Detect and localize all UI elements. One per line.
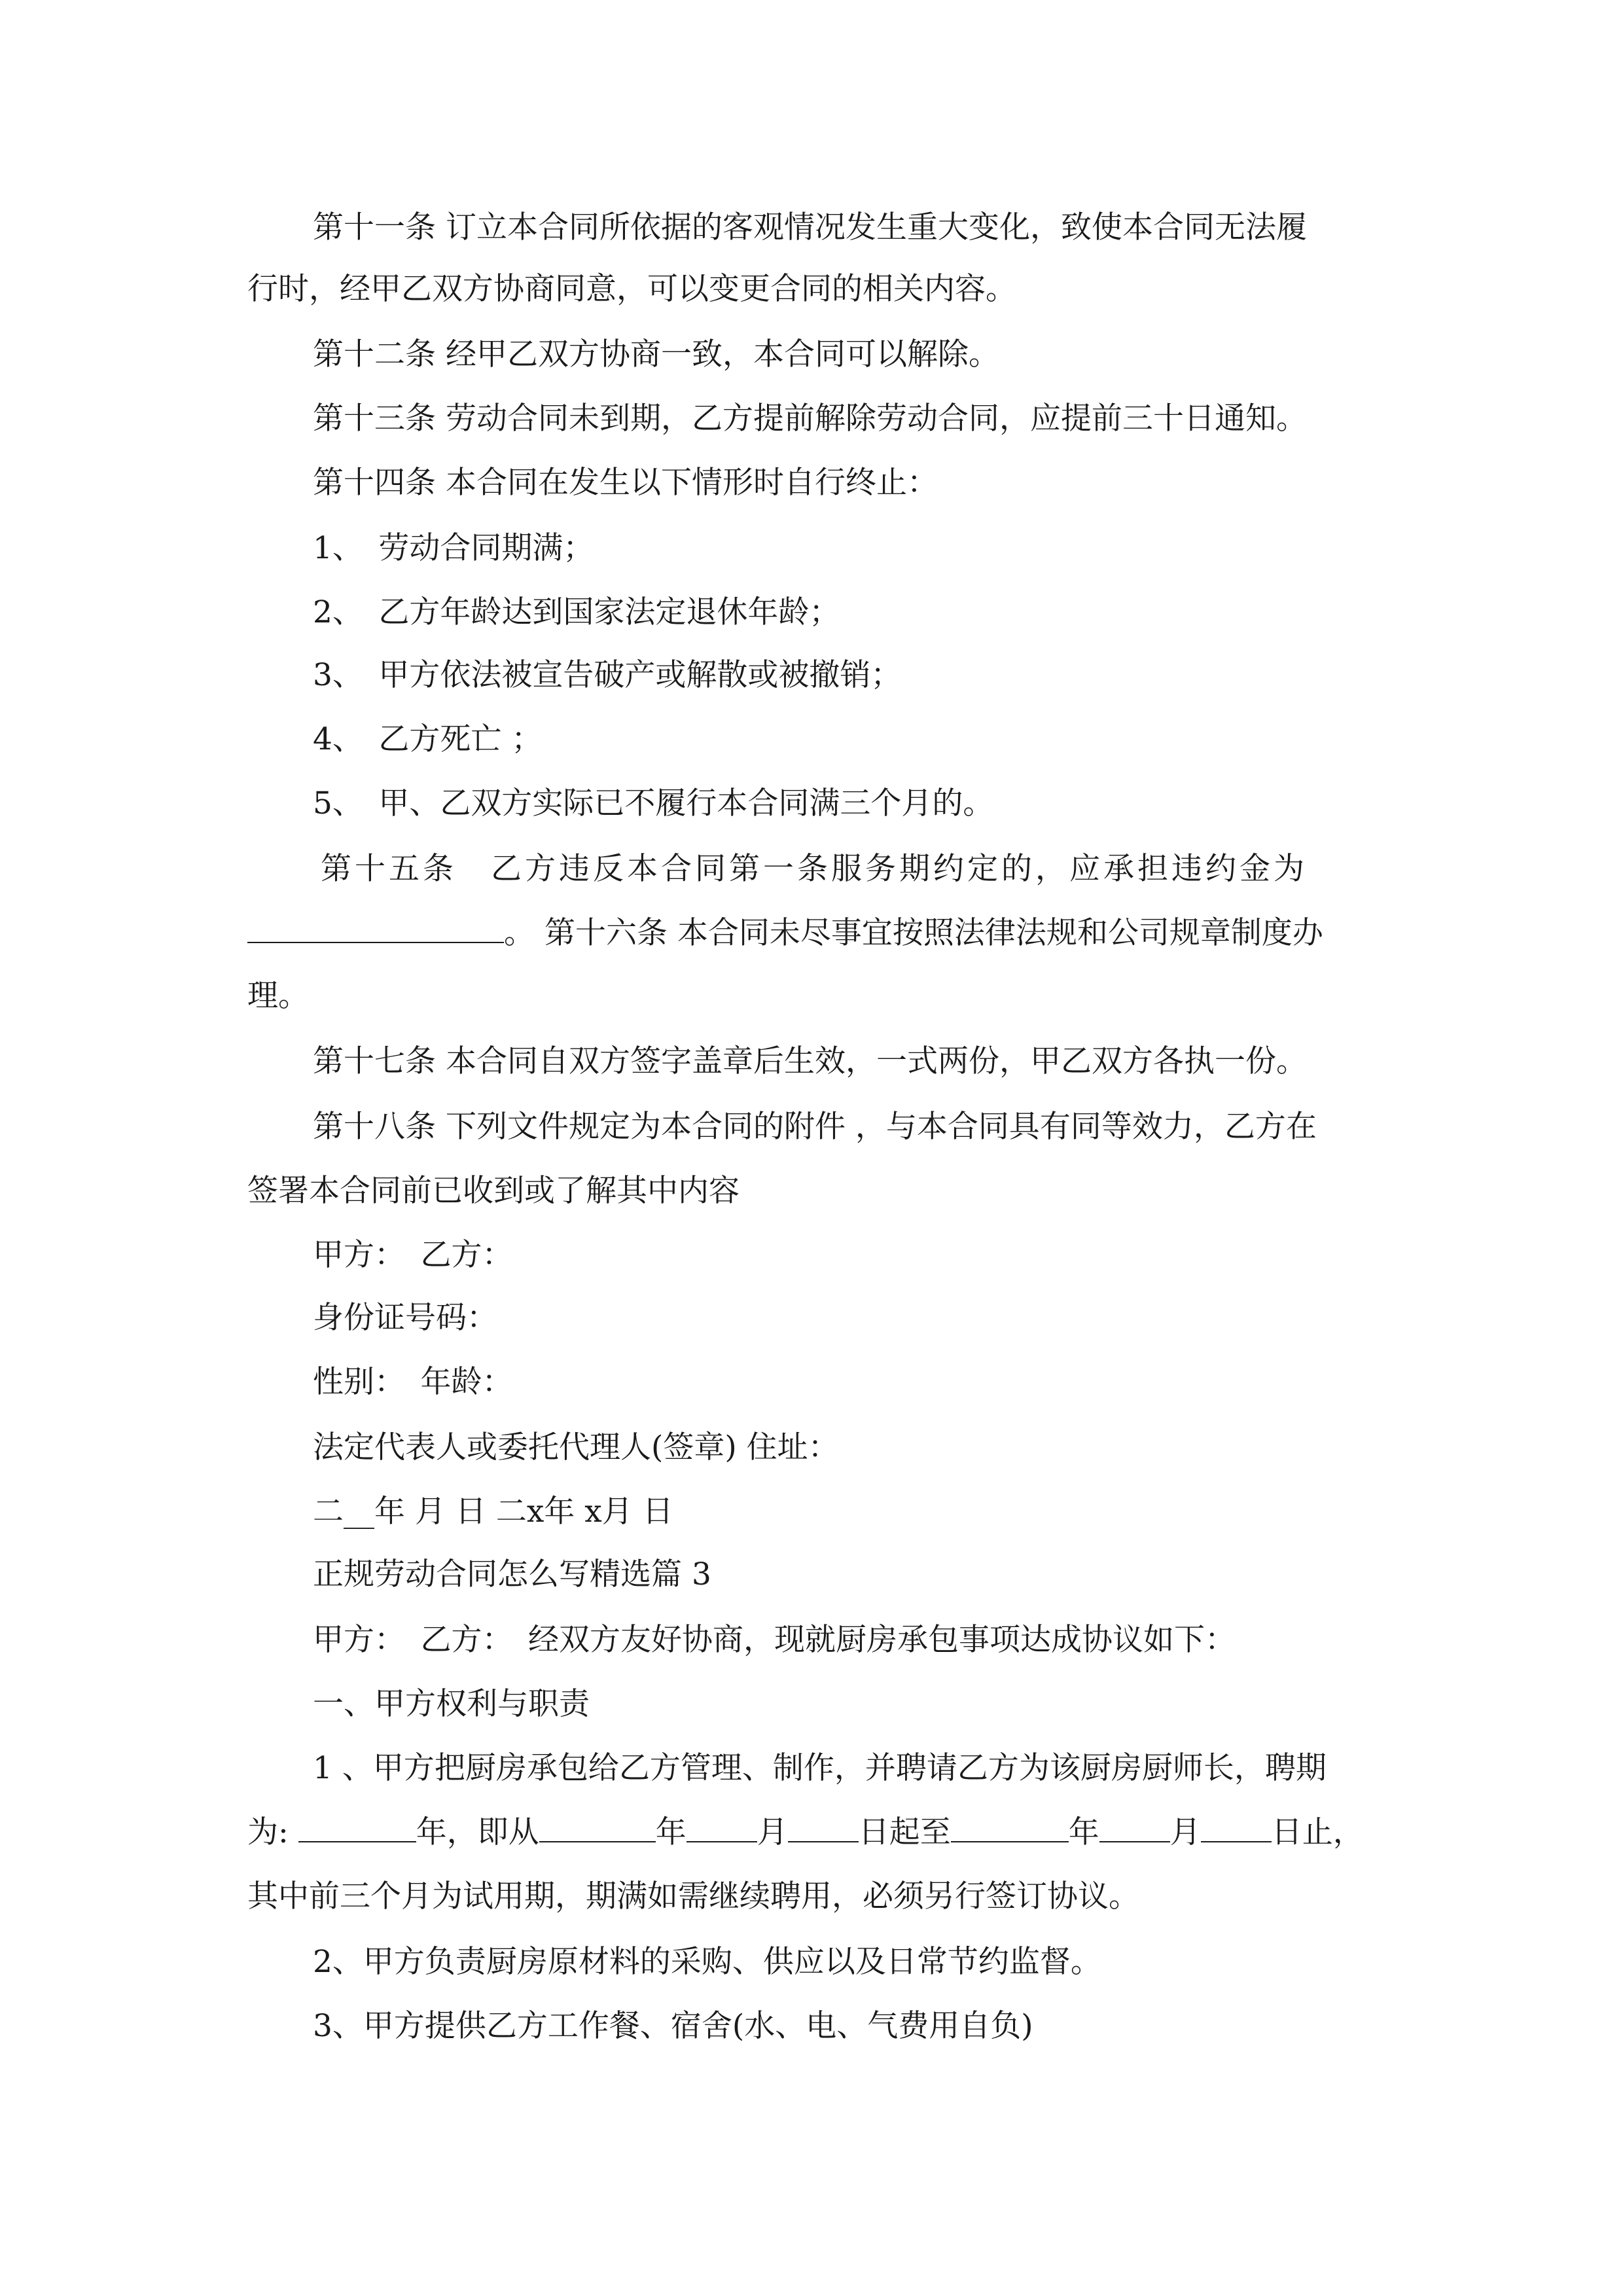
text-line: 4、 乙方死亡 ；	[313, 721, 543, 757]
text-line: 3、甲方提供乙方工作餐、宿舍(水、电、气费用自负)	[313, 2008, 1033, 2044]
text-line: 第十五条 乙方违反本合同第一条服务期约定的，应承担违约金为	[321, 851, 1308, 887]
text-segment: 年	[1068, 1814, 1099, 1850]
fill-in-blank	[539, 1815, 656, 1842]
text-line: 其中前三个月为试用期，期满如需继续聘用，必须另行签订协议。	[247, 1878, 1139, 1914]
text-line: 法定代表人或委托代理人(签章) 住址：	[313, 1429, 839, 1465]
text-line: 2、 乙方年龄达到国家法定退休年龄；	[313, 594, 840, 630]
text-segment: 日起至	[858, 1814, 951, 1850]
text-segment: 日止，	[1271, 1814, 1364, 1850]
text-segment: 。 第十六条 本合同未尽事宜按照法律法规和公司规章制度办	[504, 915, 1323, 951]
text-segment: 年	[655, 1814, 687, 1850]
fill-in-blank	[1201, 1815, 1272, 1842]
term-line	[247, 1813, 1364, 1852]
text-line: 一、甲方权利与职责	[313, 1686, 590, 1722]
text-line: 第十三条 劳动合同未到期，乙方提前解除劳动合同，应提前三十日通知。	[313, 401, 1307, 437]
text-line: 1 、甲方把厨房承包给乙方管理、制作，并聘请乙方为该厨房厨师长，聘期	[313, 1750, 1327, 1786]
text-line: 第十四条 本合同在发生以下情形时自行终止：	[313, 465, 938, 501]
fill-in-blank	[298, 1815, 416, 1842]
fill-in-blank	[247, 916, 504, 943]
text-line: 第十二条 经甲乙双方协商一致，本合同可以解除。	[313, 336, 999, 372]
text-line: 2、甲方负责厨房原材料的采购、供应以及日常节约监督。	[313, 1944, 1101, 1980]
text-line: 5、 甲、乙双方实际已不履行本合同满三个月的。	[313, 785, 994, 821]
text-line: 二__年 月 日 二x年 x月 日	[313, 1494, 673, 1530]
text-segment: 为:	[247, 1814, 289, 1850]
fill-in-blank	[687, 1815, 757, 1842]
text-segment: 月	[757, 1814, 788, 1850]
fill-in-blank	[951, 1815, 1069, 1842]
text-line: 第十七条 本合同自双方签字盖章后生效，一式两份，甲乙双方各执一份。	[313, 1043, 1307, 1079]
text-line: 第十一条 订立本合同所依据的客观情况发生重大变化，致使本合同无法履	[313, 209, 1307, 245]
text-line: 身份证号码：	[313, 1300, 497, 1336]
text-line: 1、 劳动合同期满；	[313, 530, 594, 566]
fill-in-blank	[1099, 1815, 1170, 1842]
text-line-with-blank	[247, 914, 1323, 953]
text-segment: 年，即从	[416, 1814, 539, 1850]
fill-in-blank	[788, 1815, 859, 1842]
text-line: 签署本合同前已收到或了解其中内容	[247, 1173, 740, 1209]
text-line: 第十八条 下列文件规定为本合同的附件 ，与本合同具有同等效力，乙方在	[313, 1109, 1317, 1145]
text-line: 正规劳动合同怎么写精选篇 3	[313, 1556, 711, 1592]
text-line: 行时，经甲乙双方协商同意，可以变更合同的相关内容。	[247, 271, 1016, 307]
text-line: 3、 甲方依法被宣告破产或解散或被撤销；	[313, 657, 902, 693]
text-line: 理。	[247, 978, 309, 1014]
text-line: 甲方： 乙方： 经双方友好协商，现就厨房承包事项达成协议如下：	[313, 1622, 1236, 1658]
text-line: 甲方： 乙方：	[313, 1237, 513, 1273]
text-segment: 月	[1169, 1814, 1201, 1850]
text-line: 性别： 年龄：	[313, 1364, 513, 1400]
